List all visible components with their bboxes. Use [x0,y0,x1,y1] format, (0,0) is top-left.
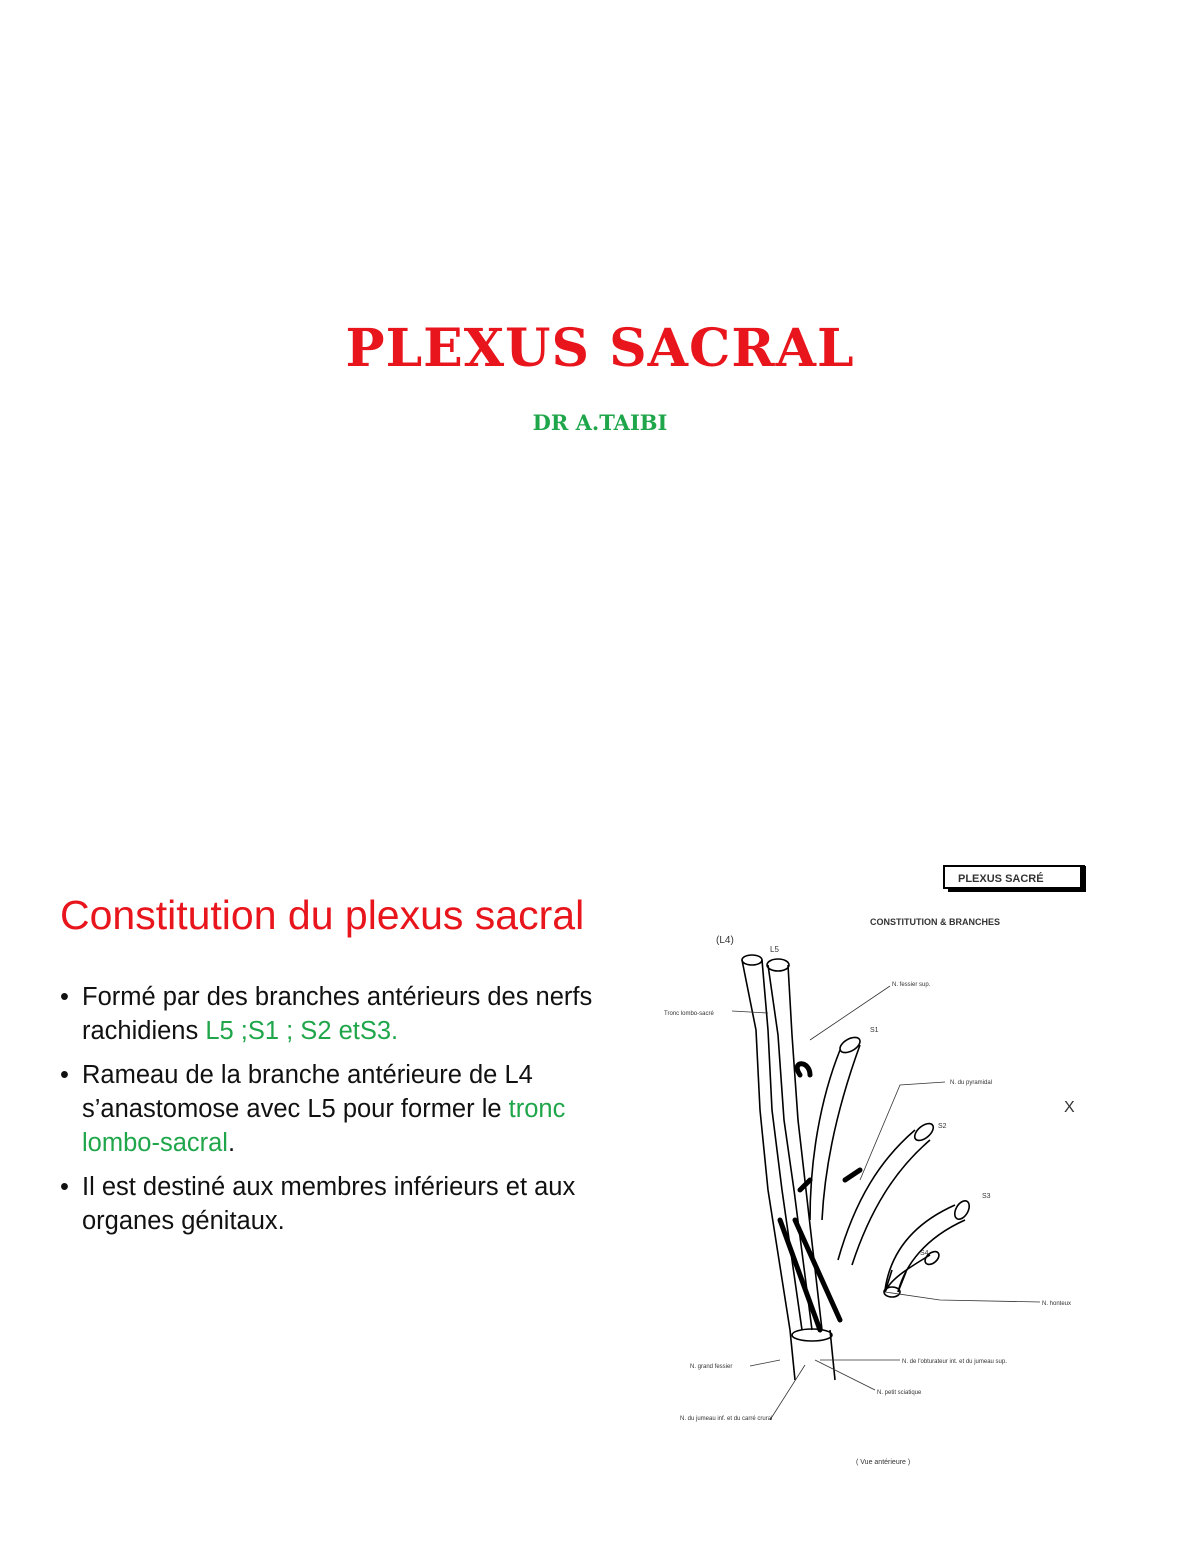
section-heading: Constitution du plexus sacral [60,892,585,938]
dark-branches [780,1064,860,1330]
label-pyramidal: N. du pyramidal [950,1080,993,1086]
plexus-diagram [660,860,1100,1480]
label-petit-sciatique: N. petit sciatique [877,1390,922,1396]
leader-lines [732,986,1040,1420]
figure-mark: X [1064,1099,1075,1116]
root-label-l5: L5 [770,945,779,954]
slide-author: DR A.TAIBI [532,410,668,435]
root-label-s1: S1 [870,1027,879,1034]
bullet-highlight: L5 ;S1 ; S2 etS3. [205,1017,399,1045]
bullet-item: • Rameau de la branche antérieure de L4 s’anastomose avec L5 pour former le tronc lombo-sacral. [60,1058,620,1160]
nerve-roots [742,955,972,1380]
label-obturateur-int: N. de l'obturateur int. et du jumeau sup. [902,1359,1007,1365]
root-label-s3: S3 [982,1193,991,1200]
label-honteux: N. honteux [1042,1301,1072,1307]
plexus-diagram-svg [660,860,1100,1480]
figure-subheader: CONSTITUTION & BRANCHES [870,917,1000,927]
label-jumeau-inf: N. du jumeau inf. et du carré crural [680,1416,773,1422]
figure-header-box [944,866,1086,892]
root-label-l4: (L4) [716,935,734,946]
bullet-highlight: tronc lombo-sacral [82,1095,566,1157]
bullet-item: • Il est destiné aux membres inférieurs et aux organes génitaux. [60,1170,620,1238]
bullet-list [60,980,620,1248]
root-label-s4: S4 [920,1250,929,1257]
label-fessier-sup: N. fessier sup. [892,982,931,988]
figure-caption: ( Vue antérieure ) [856,1459,911,1466]
slide-title: PLEXUS SACRAL [345,318,855,379]
label-tronc-lombo-sacre: Tronc lombo-sacré [664,1011,714,1017]
root-label-s2: S2 [938,1123,947,1130]
label-grand-fessier: N. grand fessier [690,1364,733,1370]
figure-header: PLEXUS SACRÉ [958,873,1044,885]
bullet-item: • Formé par des branches antérieurs des nerfs rachidiens L5 ;S1 ; S2 etS3. [60,980,620,1048]
